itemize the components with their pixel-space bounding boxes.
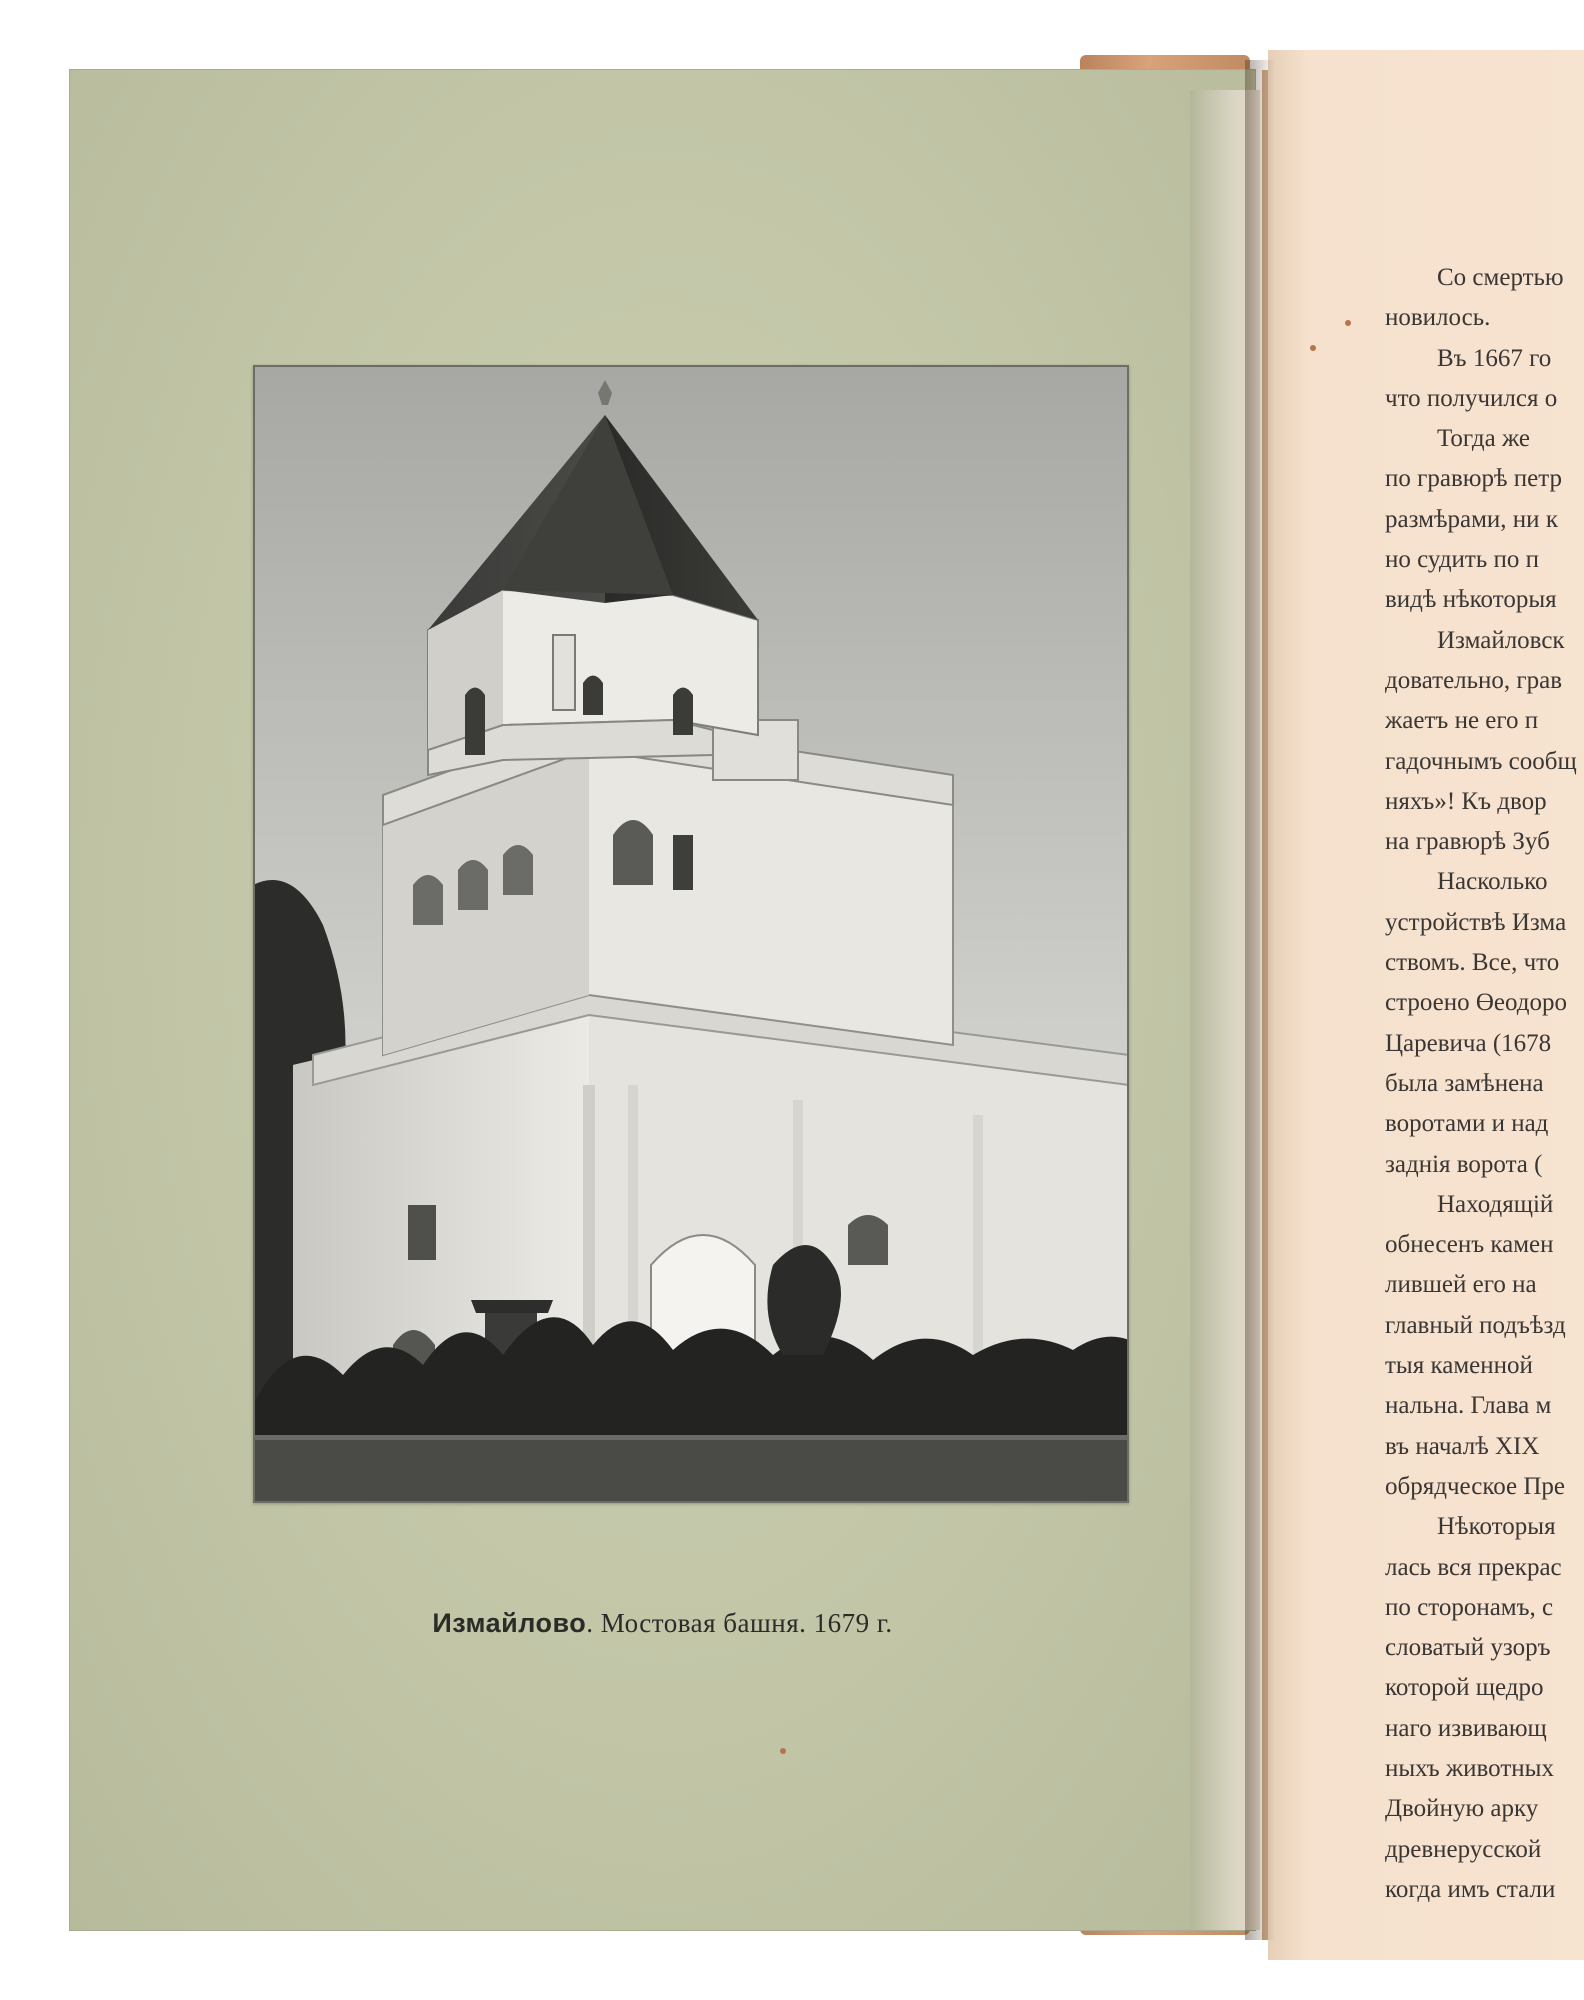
paper-speck — [1310, 345, 1316, 351]
text-line: по гравюрѣ петр — [1385, 465, 1562, 493]
text-line: но судить по п — [1385, 546, 1540, 574]
text-line: словатый узоръ — [1385, 1634, 1551, 1662]
text-line: Со смертью — [1437, 264, 1564, 291]
text-line: видѣ нѣкоторыя — [1385, 586, 1557, 614]
text-line: жаетъ не его п — [1385, 707, 1539, 735]
text-line: наго извивающ — [1385, 1714, 1547, 1742]
text-line: въ началѣ XIX — [1385, 1432, 1540, 1460]
text-line: главный подъѣзд — [1385, 1311, 1566, 1339]
text-line: тыя каменной — [1385, 1352, 1533, 1380]
text-line: по сторонамъ, с — [1385, 1593, 1554, 1621]
text-line: лившей его на — [1385, 1271, 1537, 1299]
text-line: была замѣнена — [1385, 1069, 1544, 1097]
text-line: Находящій — [1437, 1190, 1554, 1218]
text-line: размѣрами, ни к — [1385, 505, 1558, 533]
text-line: нальна. Глава м — [1385, 1392, 1552, 1420]
text-line: няхъ»! Къ двор — [1385, 787, 1547, 815]
text-line: ствомъ. Все, что — [1385, 949, 1560, 977]
photo-caption — [70, 1608, 1255, 1639]
text-line: обнесенъ камен — [1385, 1231, 1554, 1259]
text-line: ныхъ животных — [1385, 1754, 1554, 1782]
paper-speck — [1345, 320, 1351, 326]
text-line: воротами и над — [1385, 1110, 1549, 1138]
text-line: устройствѣ Изма — [1385, 908, 1567, 936]
caption-description: . Мостовая башня. 1679 г. — [586, 1608, 893, 1638]
text-line: строено Өеодоро — [1385, 989, 1568, 1017]
text-line: довательно, грав — [1385, 666, 1563, 694]
text-line: на гравюрѣ Зуб — [1385, 828, 1550, 856]
text-line: заднія ворота ( — [1385, 1150, 1543, 1178]
caption-place: Измайлово — [432, 1608, 587, 1638]
text-line: Тогда же — [1437, 425, 1531, 453]
text-line: новилось. — [1385, 304, 1491, 332]
right-page-text — [1385, 258, 1584, 1910]
text-line: что получился о — [1385, 384, 1558, 412]
text-line: гадочнымъ сообщ — [1385, 747, 1577, 775]
text-line: обрядческое Пре — [1385, 1472, 1566, 1500]
spine-shadow — [1245, 60, 1275, 1940]
photo-plate-tower — [253, 365, 1129, 1503]
text-line: Двойную арку — [1385, 1795, 1539, 1823]
text-line: лась вся прекрас — [1385, 1553, 1562, 1581]
text-line: Нѣкоторыя — [1437, 1513, 1556, 1541]
text-line: Въ 1667 го — [1437, 344, 1552, 372]
text-line: Измайловск — [1437, 626, 1565, 654]
paper-speck — [780, 1748, 786, 1754]
text-line: которой щедро — [1385, 1674, 1544, 1702]
text-line: Насколько — [1437, 868, 1548, 896]
tower-photograph — [253, 365, 1129, 1503]
text-line: Царевича (1678 — [1385, 1029, 1552, 1057]
text-line: древнерусской — [1385, 1835, 1542, 1863]
text-line: когда имъ стали — [1385, 1875, 1556, 1903]
